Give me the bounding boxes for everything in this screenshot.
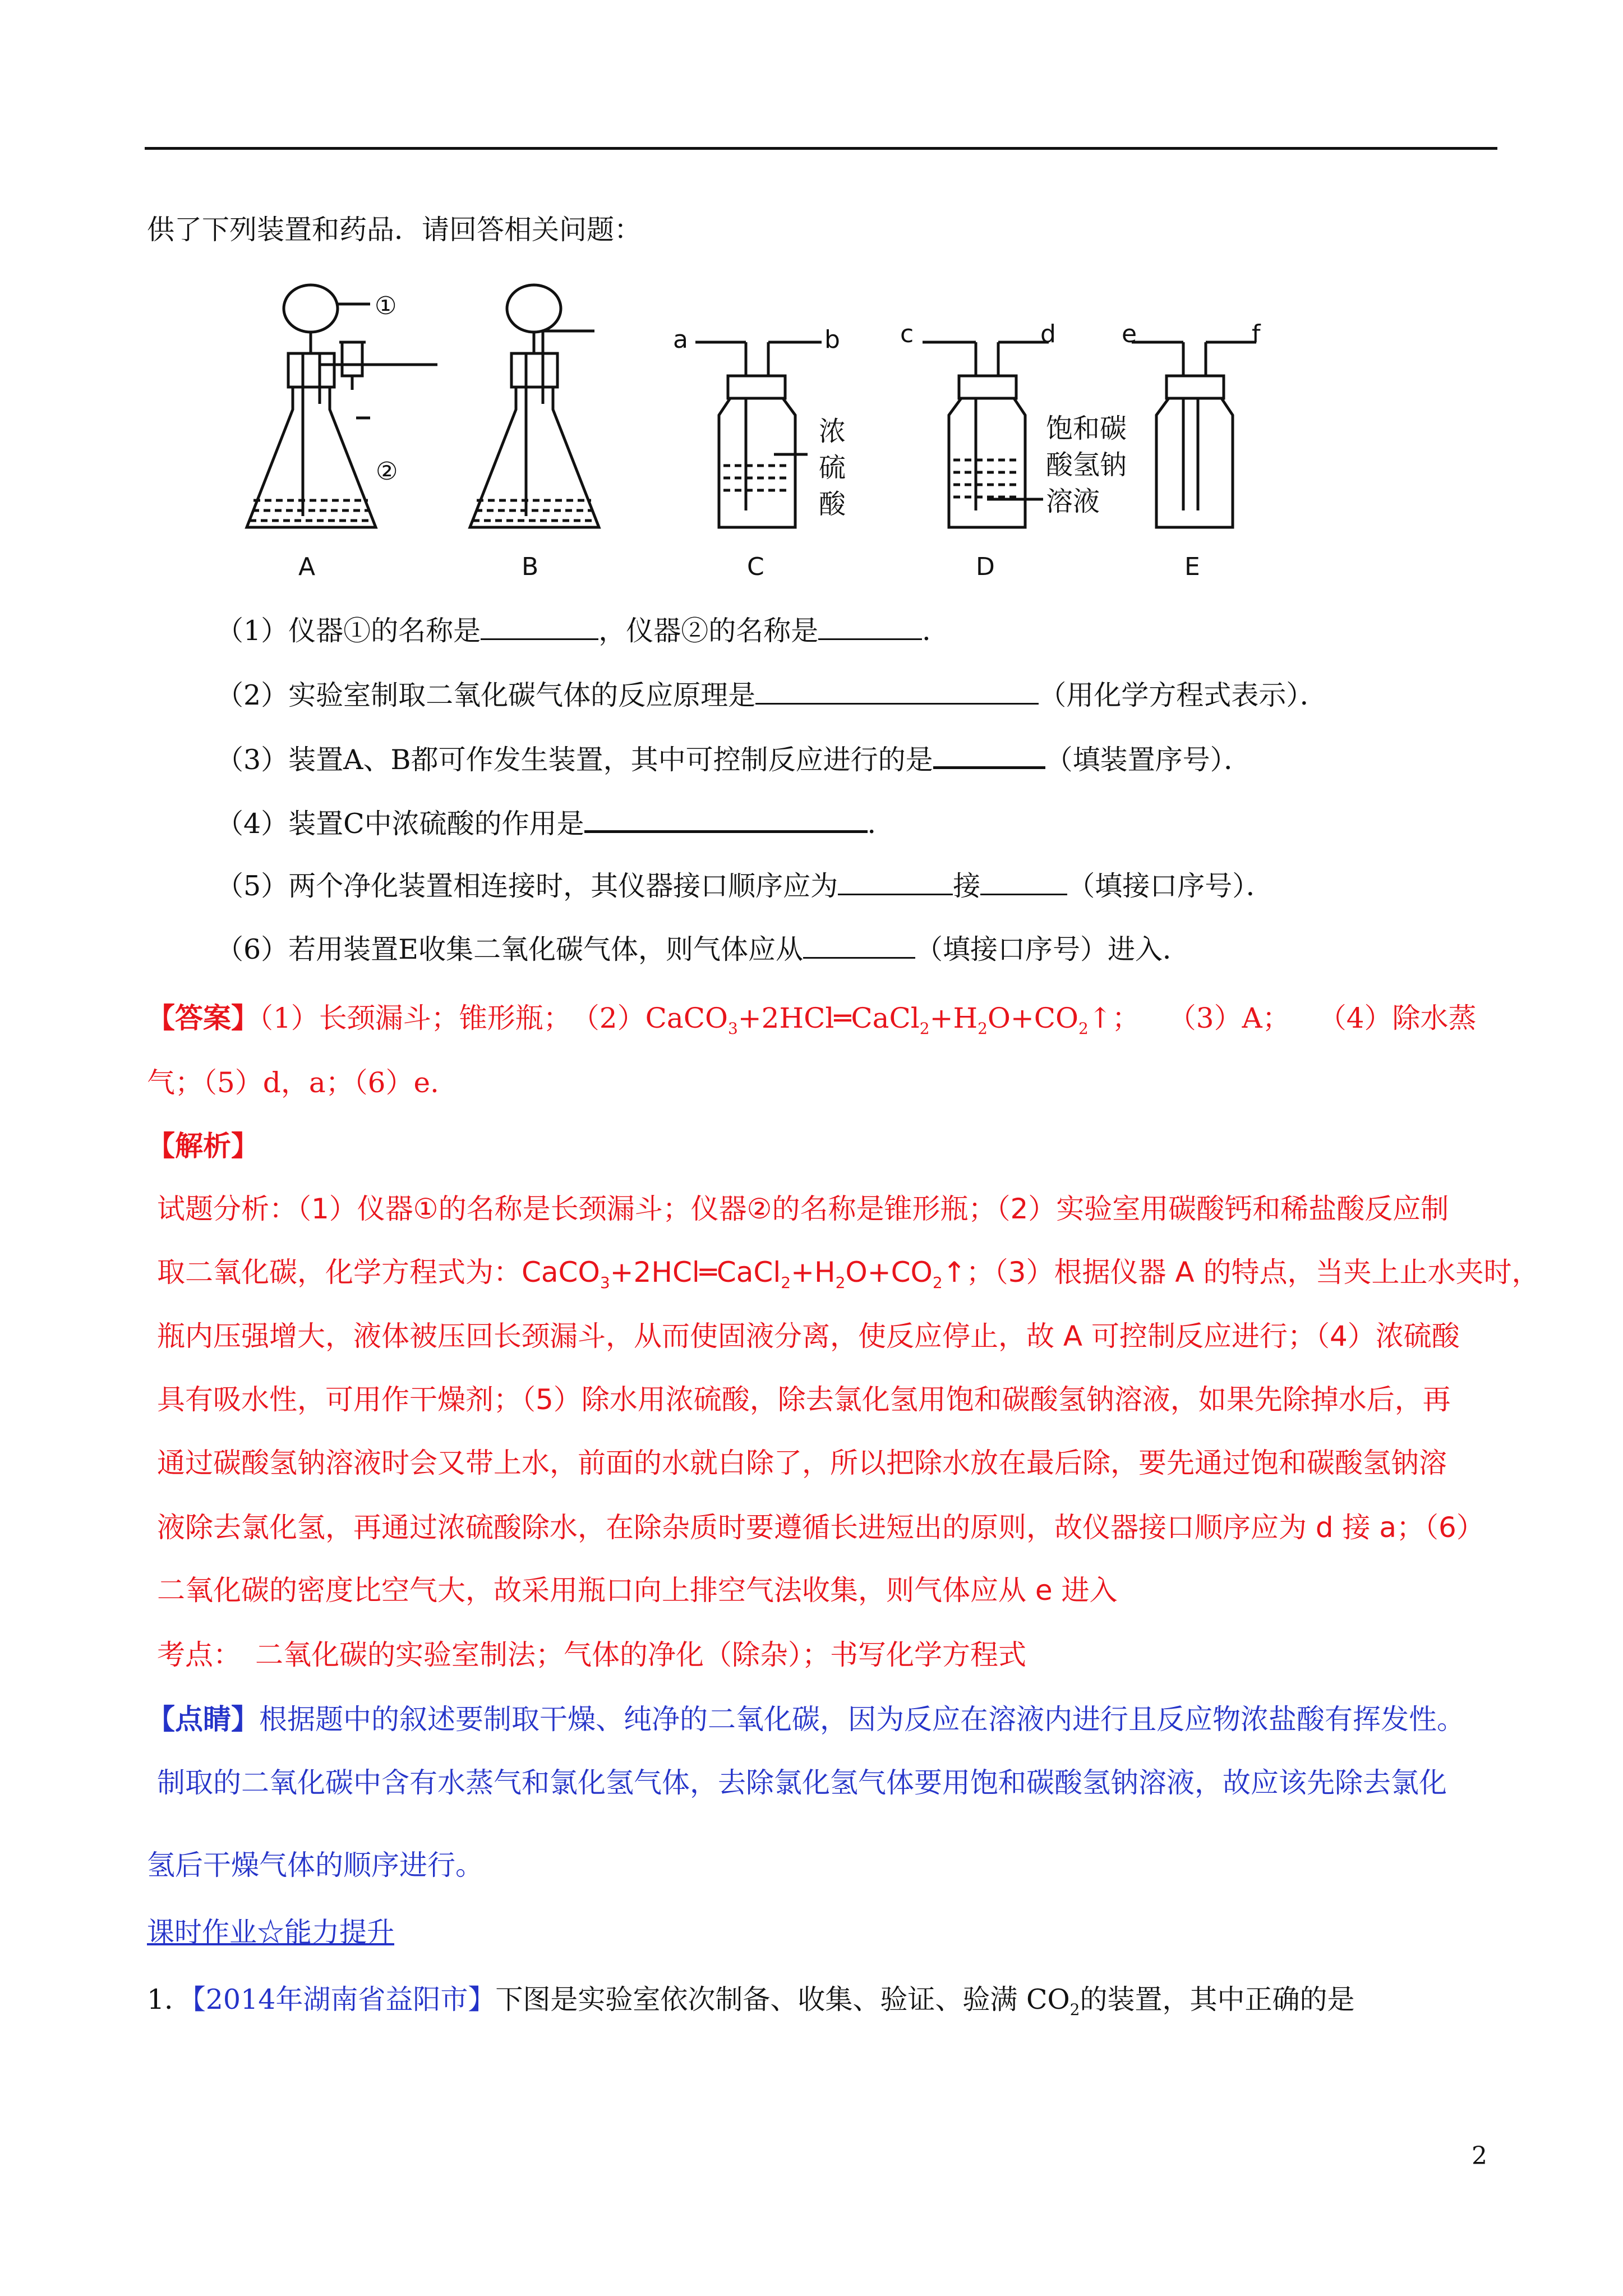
analysis-sub-3: 3 [600,1273,610,1292]
analysis-sub-2b: 2 [835,1273,846,1292]
label-b: B [522,553,539,581]
problem-1-text-a: 下图是实验室依次制备、收集、验证、验满 CO [495,1984,1070,2016]
port-c: c [900,320,914,348]
analysis-line-1: 试题分析：（1）仪器①的名称是长颈漏斗；仪器②的名称是锥形瓶；（2）实验室用碳酸钙和稀盐酸反应制 [157,1193,1449,1225]
question-6 [216,930,1190,969]
answer-text-e: ↑； （3）A； （4）除水蒸 [1088,1002,1477,1034]
analysis-l2-a: 取二氧化碳，化学方程式为：CaCO [157,1256,600,1289]
apparatus-figure [236,269,1290,595]
q6-text-a: （6）若用装置E收集二氧化碳气体，则气体应从 [216,933,803,965]
answer-text-a: （1）长颈漏斗；锥形瓶； （2）CaCO [259,1002,728,1034]
question-1 [216,611,949,651]
problem-1-source: 【2014年湖南省益阳市】 [192,1984,496,2016]
analysis-line-6: 液除去氯化氢，再通过浓硫酸除水，在除杂质时要遵循长进短出的原则，故仪器接口顺序应为 d 接 a；（6） [157,1511,1484,1544]
tip-tag: 【点睛】 [147,1703,259,1736]
analysis-line-7: 二氧化碳的密度比空气大，故采用瓶口向上排空气法收集，则气体应从 e 进入 [157,1574,1118,1607]
analysis-sub-2a: 2 [781,1273,791,1292]
q5-text-a: （5）两个净化装置相连接时，其仪器接口顺序应为 [216,870,838,902]
q6-blank[interactable] [803,930,915,959]
port-d: d [1040,320,1056,348]
port-e: e [1122,320,1137,348]
port-a: a [673,325,688,354]
question-5 [216,867,1274,906]
analysis-l2-e: ↑；（3）根据仪器 A 的特点，当夹上止水夹时， [942,1256,1540,1289]
tip-line-1 [147,1700,1465,1739]
q1-text-a: （1）仪器①的名称是 [216,615,481,647]
marker-2: ② [376,457,398,486]
q3-blank[interactable] [933,739,1045,769]
q1-text-b: ，仪器②的名称是 [598,615,819,647]
analysis-tag: 【解析】 [147,1129,259,1162]
answer-text-b: +2HCl═CaCl [737,1002,920,1034]
analysis-l2-d: O+CO [845,1256,933,1289]
q6-text-b: （填接口序号）进入． [915,933,1190,965]
label-d: D [976,553,995,581]
question-2 [216,676,1327,715]
analysis-line-8: 考点： 二氧化碳的实验室制法；气体的净化（除杂）；书写化学方程式 [157,1639,1026,1671]
question-3 [216,739,1251,780]
port-f: f [1252,320,1261,348]
analysis-line-5: 通过碳酸氢钠溶液时会又带上水，前面的水就白除了，所以把除水放在最后除，要先通过饱和碳酸氢钠溶 [157,1447,1447,1479]
port-b: b [824,325,840,354]
tip-text-1: 根据题中的叙述要制取干燥、纯净的二氧化碳，因为反应在溶液内进行且反应物浓盐酸有挥发性。 [259,1703,1465,1736]
q5-text-b: 接 [953,870,981,902]
header-rule [145,147,1497,150]
sub-2c: 2 [1078,1019,1089,1038]
sub-2b: 2 [978,1019,988,1038]
marker-1: ① [375,292,397,320]
reagent-c-2: 硫 [819,452,846,484]
answer-line-1 [147,999,1477,1048]
q5-blank-2[interactable] [980,867,1067,895]
answer-text-c: +H [929,1002,978,1034]
problem-1-sub: 2 [1069,2000,1080,2019]
reagent-d-3: 溶液 [1046,486,1100,517]
label-a: A [298,553,316,581]
page-number: 2 [1472,2142,1487,2170]
analysis-l2-c: +H [791,1256,836,1289]
q5-blank-1[interactable] [838,867,953,895]
q2-text-a: （2）实验室制取二氧化碳气体的反应原理是 [216,679,756,711]
q1-text-c: ． [922,615,950,647]
reagent-d-1: 饱和碳 [1046,413,1127,444]
q1-blank-2[interactable] [818,611,922,640]
reagent-c-3: 酸 [819,489,846,520]
sub-3: 3 [727,1019,738,1038]
homework-link[interactable]: 课时作业☆能力提升 [147,1916,395,1948]
analysis-sub-2c: 2 [932,1273,943,1292]
tip-line-2: 制取的二氧化碳中含有水蒸气和氯化氢气体，去除氯化氢气体要用饱和碳酸氢钠溶液，故应该先除去氯化 [157,1766,1447,1799]
problem-1 [147,1980,1354,2030]
label-c: C [747,553,764,581]
q2-blank[interactable] [755,676,1039,705]
sub-2a: 2 [919,1019,930,1038]
reagent-d-2: 酸氢钠 [1046,449,1127,481]
q4-text-b: ． [867,808,895,840]
intro-text: 供了下列装置和药品．请回答相关问题： [147,214,642,246]
q4-blank[interactable] [584,803,868,833]
tip-line-3: 氢后干燥气体的顺序进行。 [147,1849,483,1881]
answer-line-2: 气；（5）d，a；（6）e. [147,1066,439,1099]
analysis-l2-b: +2HCl═CaCl [610,1256,781,1289]
q3-text-b: （填装置序号）． [1045,744,1252,776]
q3-text-a: （3）装置A、B都可作发生装置，其中可控制反应进行的是 [216,744,933,776]
q4-text-a: （4）装置C中浓硫酸的作用是 [216,808,584,840]
q2-text-b: （用化学方程式表示）． [1039,679,1327,711]
analysis-line-3: 瓶内压强增大，液体被压回长颈漏斗，从而使固液分离，使反应停止，故 A 可控制反应进行；（4）浓硫酸 [157,1320,1460,1352]
analysis-line-2 [157,1253,1539,1303]
q1-blank-1[interactable] [481,611,598,640]
answer-text-d: O+CO [987,1002,1079,1034]
reagent-c-1: 浓 [819,416,846,447]
problem-1-text-b: 的装置，其中正确的是 [1080,1984,1355,2016]
q5-text-c: （填接口序号）． [1067,870,1274,902]
answer-tag: 【答案】 [147,1001,259,1034]
problem-1-number: 1． [147,1984,192,2016]
analysis-line-4: 具有吸水性，可用作干燥剂；（5）除水用浓硫酸，除去氯化氢用饱和碳酸氢钠溶液，如果先除掉水后，再 [157,1383,1451,1416]
question-4 [216,803,895,844]
label-e: E [1184,553,1200,581]
